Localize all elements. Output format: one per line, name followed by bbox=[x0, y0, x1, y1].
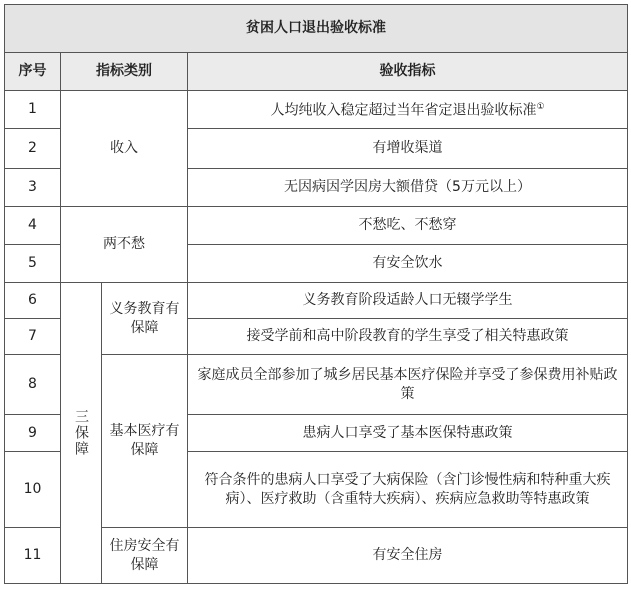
subcategory-medical: 基本医疗有保障 bbox=[102, 355, 188, 528]
row-seq: 3 bbox=[5, 169, 61, 207]
table-row bbox=[5, 283, 628, 319]
row-seq: 1 bbox=[5, 91, 61, 129]
poverty-exit-standards-table bbox=[4, 4, 628, 584]
row-indicator: 义务教育阶段适龄人口无辍学学生 bbox=[188, 283, 628, 319]
row-indicator: 无因病因学因房大额借贷（5万元以上） bbox=[188, 169, 628, 207]
header-indicator: 验收指标 bbox=[188, 53, 628, 91]
subcategory-education: 义务教育有保障 bbox=[102, 283, 188, 355]
row-indicator: 人均纯收入稳定超过当年省定退出验收标准① bbox=[188, 91, 628, 129]
row-seq: 7 bbox=[5, 319, 61, 355]
row-seq: 8 bbox=[5, 355, 61, 415]
table-row bbox=[5, 91, 628, 129]
row-indicator: 不愁吃、不愁穿 bbox=[188, 207, 628, 245]
row-seq: 2 bbox=[5, 129, 61, 169]
row-indicator: 有安全饮水 bbox=[188, 245, 628, 283]
row-indicator: 接受学前和高中阶段教育的学生享受了相关特惠政策 bbox=[188, 319, 628, 355]
row-seq: 6 bbox=[5, 283, 61, 319]
table-header-row bbox=[5, 53, 628, 91]
category-three-guarantees: 三保障 bbox=[61, 283, 102, 584]
row-indicator: 患病人口享受了基本医保特惠政策 bbox=[188, 415, 628, 452]
row-seq: 11 bbox=[5, 528, 61, 584]
category-two-worries: 两不愁 bbox=[61, 207, 188, 283]
table-title: 贫困人口退出验收标准 bbox=[5, 5, 628, 53]
header-category: 指标类别 bbox=[61, 53, 188, 91]
table-title-row bbox=[5, 5, 628, 53]
row-indicator: 有安全住房 bbox=[188, 528, 628, 584]
header-seq: 序号 bbox=[5, 53, 61, 91]
subcategory-housing: 住房安全有保障 bbox=[102, 528, 188, 584]
row-indicator: 符合条件的患病人口享受了大病保险（含门诊慢性病和特种重大疾病）、医疗救助（含重特大疾病）、疾病应急救助等特惠政策 bbox=[188, 452, 628, 528]
row-seq: 4 bbox=[5, 207, 61, 245]
row-indicator: 家庭成员全部参加了城乡居民基本医疗保险并享受了参保费用补贴政策 bbox=[188, 355, 628, 415]
row-seq: 5 bbox=[5, 245, 61, 283]
row-seq: 10 bbox=[5, 452, 61, 528]
footnote-marker: ① bbox=[536, 102, 545, 113]
category-income: 收入 bbox=[61, 91, 188, 207]
row-seq: 9 bbox=[5, 415, 61, 452]
table-row bbox=[5, 207, 628, 245]
row-indicator: 有增收渠道 bbox=[188, 129, 628, 169]
